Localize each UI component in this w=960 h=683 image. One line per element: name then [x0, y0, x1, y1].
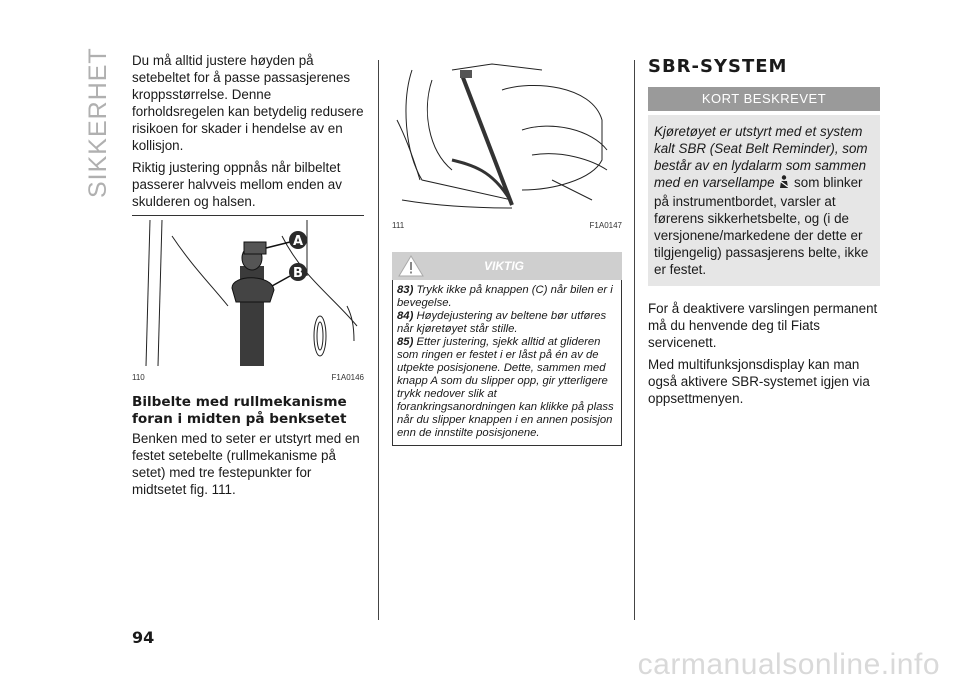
warning-item	[397, 310, 617, 336]
column-1	[132, 52, 364, 503]
warning-triangle-icon	[398, 255, 424, 280]
info-text: som blinker på instrumentbordet, varsler at førerens sikkerhetsbelte, og (i de versjonene/markedene der dette er tilgjengelig) passasjerens belte, ikke er festet.	[654, 175, 869, 277]
section-heading: Bilbelte med rullmekanisme foran i midten på benksetet	[132, 394, 347, 427]
figure-number: 110	[132, 373, 145, 382]
warning-header	[392, 252, 622, 280]
bench-seat-seatbelt-illustration	[392, 60, 622, 210]
warning-text: Trykk ikke på knappen (C) når bilen er i bevegelse.	[397, 284, 613, 309]
callout-a-label: A	[292, 234, 304, 249]
column-divider	[378, 60, 379, 620]
paragraph: Riktig justering oppnås når bilbeltet passerer halvveis mellom enden av skulderen og halsen.	[132, 160, 342, 209]
info-paragraph	[654, 123, 874, 278]
column-2	[392, 60, 622, 446]
figure-code: F1A0146	[331, 373, 364, 382]
seatbelt-height-adjuster-illustration	[132, 216, 364, 366]
column-divider	[634, 60, 635, 620]
warning-number: 83)	[397, 284, 414, 296]
paragraph: Benken med to seter er utstyrt med en festet setebelte (rullmekanisme på setet) med tre festepunkter for midtsetet fig. 111.	[132, 431, 360, 497]
warning-item	[397, 336, 617, 440]
paragraph: Med multifunksjonsdisplay kan man også aktivere SBR-systemet igjen via oppsettmenyen.	[648, 357, 870, 406]
info-box	[648, 115, 880, 286]
paragraph: For å deaktivere varslingen permanent må du henvende deg til Fiats servicenett.	[648, 301, 878, 350]
warning-number: 85)	[397, 336, 414, 348]
sub-header: KORT BESKREVET	[648, 87, 880, 111]
warning-box	[392, 280, 622, 446]
figure-number: 111	[392, 221, 405, 230]
figure-110	[132, 215, 364, 382]
paragraph: Du må alltid justere høyden på setebeltet for å passe passasjerenes kroppsstørrelse. Denne forholdsregelen kan betydelig redusere risikoen for skader i hendelse av en kollisjon.	[132, 53, 364, 153]
warning-text: Høydejustering av beltene bør utføres når kjøretøyet står stille.	[397, 310, 607, 335]
page-number: 94	[132, 628, 155, 647]
warning-item	[397, 284, 617, 310]
figure-caption	[392, 221, 622, 230]
warning-number: 84)	[397, 310, 414, 322]
watermark: carmanualsonline.info	[637, 648, 940, 681]
side-chapter-title: SIKKERHET	[84, 47, 112, 198]
callout-b-label: B	[293, 266, 303, 281]
figure-code: F1A0147	[589, 221, 622, 230]
section-title: SBR-SYSTEM	[648, 56, 788, 77]
warning-text: Etter justering, sjekk alltid at glideren som ringen er festet i er låst på én av de utpekte posisjonene. Dette, sammen med knapp A som du slipper opp, gir ytterligere trykk nedover slik at forankringsanordningen kan klikke på plass når du slipper knappen i en annen posisjon enn de innstilte posisjonene.	[397, 336, 614, 439]
column-3	[648, 56, 880, 412]
figure-caption	[132, 373, 364, 382]
seatbelt-warning-lamp-icon	[778, 175, 790, 193]
warning-title: VIKTIG	[484, 259, 525, 273]
info-italic-text: Kjøretøyet er utstyrt med et system kalt SBR (Seat Belt Reminder), som består av en lydalarm som sammen med en varsellampe	[654, 124, 868, 190]
figure-111	[392, 60, 622, 230]
